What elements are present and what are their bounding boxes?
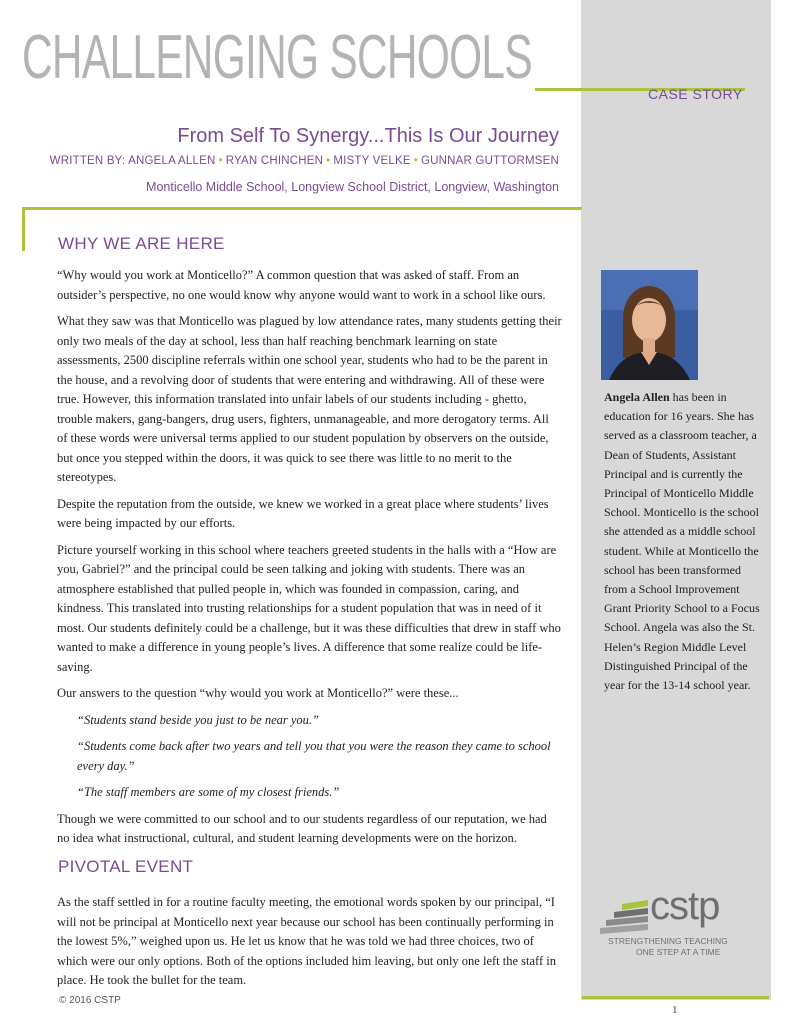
paragraph: “Why would you work at Monticello?” A common question that was asked of staff. From an outsider’s perspective, no one would know why anyone would want to work in a school like ours.: [57, 268, 546, 302]
bullet-dot-icon: •: [326, 155, 331, 167]
section-body-pivotal: [57, 893, 562, 991]
case-story-label: CASE STORY: [648, 86, 743, 102]
paragraph: What they saw was that Monticello was plagued by low attendance rates, many students getting their only two meals of the day at school, less than half reaching benchmark learning on state assessments, 2500 discipline referrals within one school year, students who had to be the parent in the house, and a revolving door of students that were entering and withdrawing. All of these were true. However, this information translated into unfair labels of our students including - ghetto, trouble makers, gang-bangers, drug users, fighters, unmanageable, and more derogatory terms. All of these words were universal terms applied to our student population by observers on the outside, but once you stepped within the doors, it was quick to see there was little to no merit to the stereotypes.: [57, 314, 562, 484]
author-photo: [601, 270, 698, 380]
quote: “Students stand beside you just to be near you.”: [77, 712, 319, 727]
bio-text: has been in education for 16 years. She has served as a classroom teacher, a Dean of Students, Assistant Principal and is currently the Principal of Monticello Middle School. Monticello is the school she attended as a middle school student. While at Monticello the school has been transformed from a School Improvement Grant Priority School to a Focus School. Angela was also the St. Helen’s Region Middle Level Distinguished Principal of the year for the 13-14 school year.: [604, 390, 760, 693]
author-angela-allen: WRITTEN BY: ANGELA ALLEN: [49, 155, 216, 167]
paragraph: Though we were committed to our school and to our students regardless of our reputation, we had no idea what instructional, cultural, and student learning developments were on the horizon.: [57, 811, 547, 845]
page-number: 1: [672, 1004, 678, 1016]
document-subtitle: From Self To Synergy...This Is Our Journey: [177, 125, 559, 147]
portrait-image: [601, 270, 698, 380]
document-title: CHALLENGING SCHOOLS: [22, 23, 532, 92]
author-bio: [604, 388, 764, 695]
footer-rule: [582, 996, 769, 999]
bullet-dot-icon: •: [218, 155, 223, 167]
content-frame-left: [22, 207, 25, 251]
logo-tagline-1: STRENGTHENING TEACHING: [608, 936, 728, 946]
author-misty-velke: MISTY VELKE: [333, 155, 411, 167]
section-heading-pivotal: PIVOTAL EVENT: [58, 857, 194, 876]
content-frame-top: [22, 207, 582, 210]
section-body-why: [57, 266, 562, 856]
section-heading-why: WHY WE ARE HERE: [58, 234, 225, 253]
logo-tagline-2: ONE STEP AT A TIME: [636, 947, 721, 957]
logo-wordmark: cstp: [650, 884, 720, 928]
footer-copyright: © 2016 CSTP: [59, 995, 121, 1006]
paragraph: Our answers to the question “why would you work at Monticello?” were these...: [57, 686, 459, 700]
paragraph: As the staff settled in for a routine faculty meeting, the emotional words spoken by our principal, “I will not be principal at Monticello next year because our school has been continually performing in the lowest 5%,” weighed upon us. He let us know that he was told we had three choices, two of which were our only options. Both of the options included him leaving, but only one left the staff in place. He took the bullet for the team.: [57, 895, 556, 987]
paragraph: Despite the reputation from the outside, we knew we worked in a great place where students’ lives were being impacted by our efforts.: [57, 496, 549, 530]
author-gunnar-guttormsen: GUNNAR GUTTORMSEN: [421, 155, 559, 167]
quote: “Students come back after two years and tell you that you were the reason they came to school every day.”: [77, 739, 551, 773]
bullet-dot-icon: •: [413, 155, 418, 167]
authors-line: [50, 155, 559, 167]
quote: “The staff members are some of my closest friends.”: [77, 785, 340, 799]
paragraph: Picture yourself working in this school where teachers greeted students in the halls with a “How are you, Gabriel?” and the principal could be seen talking and joking with students. There was an atmosphere established that pulled people in, which was founded in compassion, caring, and kindness. This translated into trusting relationships for a student population that was in need of it most. Our students definitely could be a challenge, but it was these difficulties that drew in staff who wanted to make a difference in young people’s lives. A difference that some realize could be life-saving.: [57, 542, 561, 674]
bio-name: Angela Allen: [604, 390, 670, 404]
author-ryan-chinchen: RYAN CHINCHEN: [225, 155, 324, 167]
cstp-logo: [600, 884, 750, 962]
school-line: Monticello Middle School, Longview School District, Longview, Washington: [146, 180, 559, 194]
